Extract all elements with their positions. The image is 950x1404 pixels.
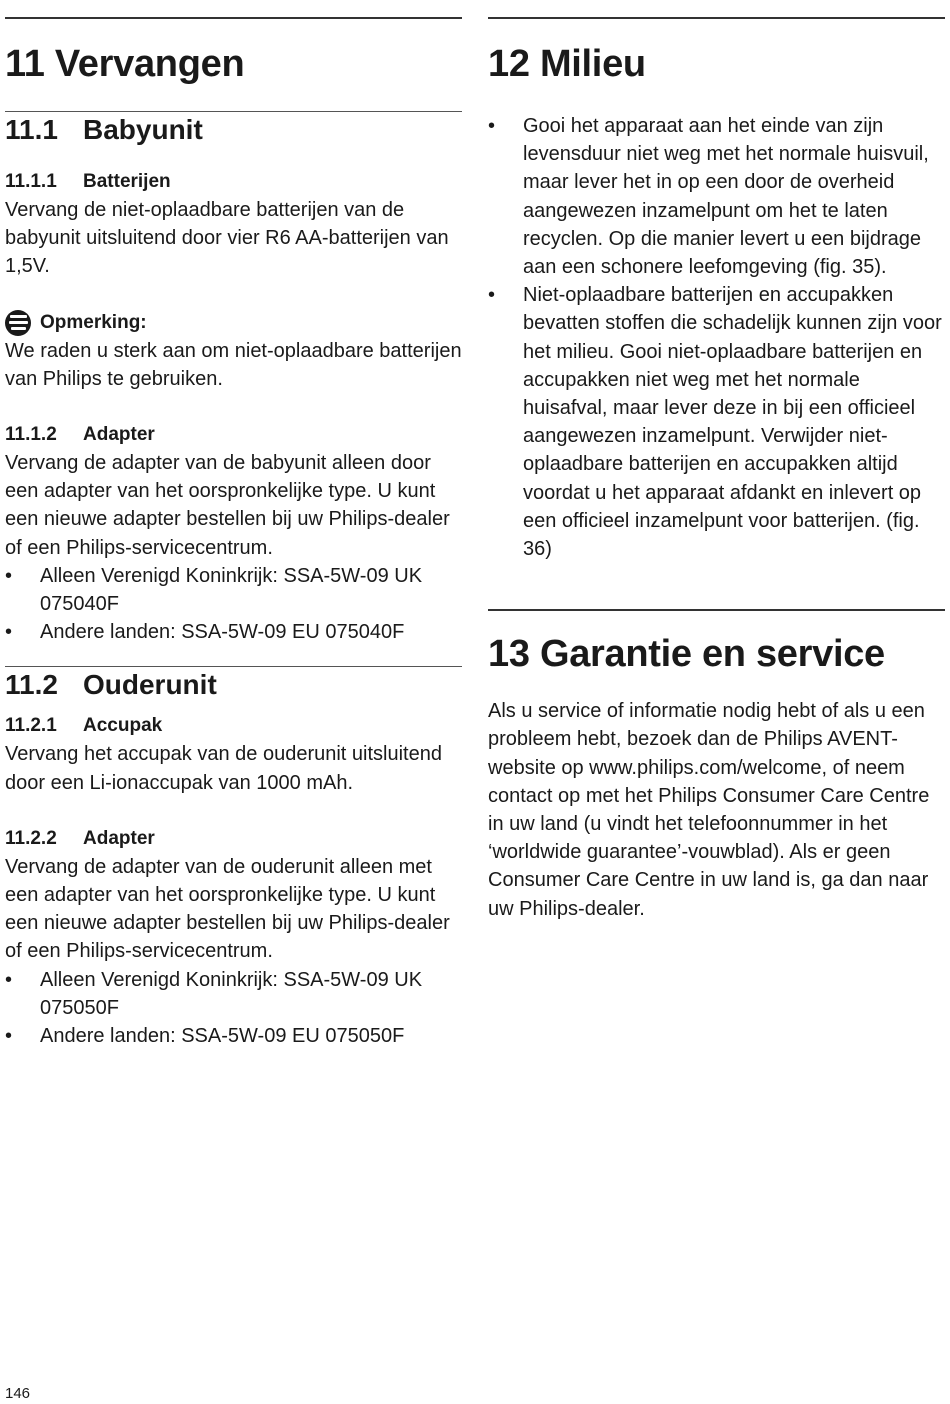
list-item: • Andere landen: SSA-5W-09 EU 075040F	[5, 618, 462, 646]
section-11-1-1-heading: 11.1.1 Batterijen	[5, 171, 171, 192]
top-rule	[488, 17, 945, 19]
note-text: We raden u sterk aan om niet-oplaadbare batterijen van Philips te gebruiken.	[5, 339, 462, 390]
section-11-1-1-text: Vervang de niet-oplaadbare batterijen van de babyunit uitsluitend door vier R6 AA-batterijen van 1,5V.	[5, 199, 449, 278]
section-11-1-2-text: Vervang de adapter van de babyunit alleen door een adapter van het oorspronkelijke type. U kunt een nieuwe adapter bestellen bij uw Philips-dealer of een Philips-servicecentrum.	[5, 452, 450, 559]
list-item: • Alleen Verenigd Koninkrijk: SSA-5W-09 UK 075040F	[5, 562, 462, 618]
section-13-rule	[488, 609, 945, 611]
section-13-text: Als u service of informatie nodig hebt of als u een probleem hebt, bezoek dan de Philips AVENT-website op www.philips.com/welcome, of neem contact op met het Philips Consumer Care Centre in uw land (u vindt het telefoonnummer in het ‘worldwide guarantee’-vouwblad). Als er geen Consumer Care Centre in uw land is, ga dan naar uw Philips-dealer.	[488, 700, 930, 920]
note-icon	[5, 310, 31, 336]
section-11-2-2-heading: 11.2.2 Adapter	[5, 827, 155, 849]
note-heading: Opmerking:	[5, 309, 462, 337]
page-number: 146	[5, 1385, 31, 1402]
section-11-1-2-heading: 11.1.2 Adapter	[5, 424, 155, 446]
section-11-2-2-bullets	[5, 966, 462, 1051]
section-13-heading: 13 Garantie en service	[488, 633, 885, 676]
list-item: • Alleen Verenigd Koninkrijk: SSA-5W-09 UK 075050F	[5, 966, 462, 1022]
section-11-2-1-text: Vervang het accupak van de ouderunit uitsluitend door een Li-ionaccupak van 1000 mAh.	[5, 743, 442, 794]
left-column	[5, 0, 462, 1050]
section-11-heading: 11 Vervangen	[5, 43, 245, 85]
list-item: • Gooi het apparaat aan het einde van zijn levensduur niet weg met het normale huisvuil, maar lever het in op een door de overheid aangewezen inzamelpunt om het te laten recyclen. Op die manier levert u een bijdrage aan een schonere leefomgeving (fig. 35).	[488, 112, 945, 281]
section-11-2-2-text: Vervang de adapter van de ouderunit alleen met een adapter van het oorspronkelijke type. U kunt een nieuwe adapter bestellen bij uw Philips-dealer of een Philips-servicecentrum.	[5, 855, 450, 963]
top-rule	[5, 17, 462, 19]
section-11-2-heading: 11.2 Ouderunit	[5, 669, 217, 701]
list-item: • Andere landen: SSA-5W-09 EU 075050F	[5, 1022, 462, 1050]
right-column	[488, 0, 945, 923]
section-11-2-1-heading: 11.2.1 Accupak	[5, 715, 163, 737]
section-11-1-2-bullets	[5, 562, 462, 647]
section-12-bullets	[488, 112, 945, 563]
list-item: • Niet-oplaadbare batterijen en accupakken bevatten stoffen die schadelijk kunnen zijn voor het milieu. Gooi niet-oplaadbare batterijen en accupakken niet weg met het normale huisafval, maar lever deze in bij een officieel aangewezen inzamelpunt. Verwijder niet-oplaadbare batterijen en accupakken altijd voordat u het apparaat afdankt en inlevert op een officieel inzamelpunt voor batterijen. (fig. 36)	[488, 281, 945, 563]
section-12-heading: 12 Milieu	[488, 43, 646, 85]
section-11-1-heading: 11.1 Babyunit	[5, 114, 203, 145]
